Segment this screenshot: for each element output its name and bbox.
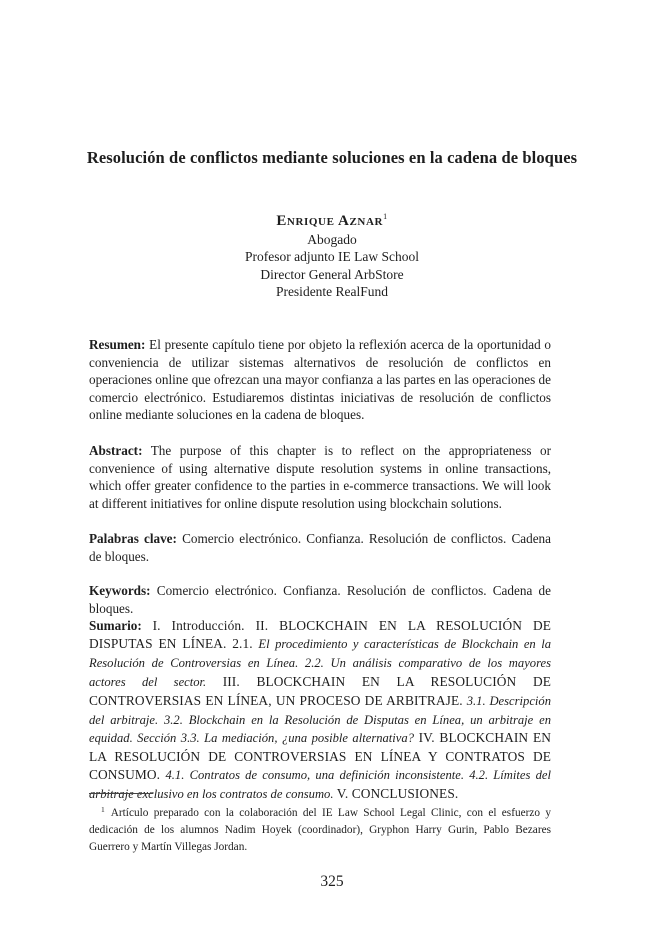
sumario-section: III. BLOCKCHAIN EN LA RESOLUCIÓN DE CONTROVERSIAS EN LÍNEA, UN PROCESO DE ARBITRAJE. (89, 673, 551, 708)
abstract-text: The purpose of this chapter is to reflect on the appropriateness or convenience of using alternative dispute resolution systems in online transactions, which offer greater confidence to the parties in e-commerce transactions. We will look at different initiatives for online dispute resolution using blockchain solutions. (89, 443, 551, 511)
author-role: Presidente RealFund (275, 284, 389, 299)
author-role: Profesor adjunto IE Law School (245, 249, 419, 264)
sumario-subsection: 4.1. Contratos de consumo, una definición inconsistente. 4.2. Límites del arbitraje exclusivo en los contratos de consumo. (89, 768, 551, 802)
footnote-divider (89, 793, 153, 794)
resumen-text: El presente capítulo tiene por objeto la reflexión acerca de la oportunidad o conveniencia de utilizar sistemas alternativos de resolución de conflictos en operaciones online que ofrezcan una mayor confianza a las partes en las operaciones de comercio electrónico. Estudiaremos distintas iniciativas de resolución de conflictos online mediante soluciones en la cadena de bloques. (89, 337, 551, 423)
sumario-subsection: 3.1. Descripción del arbitraje. 3.2. Blockchain en la Resolución de Disputas en Línea, un arbitraje en equidad. Sección 3.3. La mediación, ¿una posible alternativa? (89, 693, 552, 746)
sumario-label: Sumario: (89, 618, 142, 633)
keywords-paragraph (89, 582, 551, 617)
palabras-clave-label: Palabras clave: (89, 531, 177, 546)
palabras-clave-text: Comercio electrónico. Confianza. Resolución de conflictos. Cadena de bloques. (89, 531, 552, 564)
footnote-text: Artículo preparado con la colaboración del IE Law School Legal Clinic, con el esfuerzo y dedicación de los alumnos Nadim Hoyek (coordinador), Gryphon Harry Gurin, Pablo Bezares Guerrero y Martín Villegas Jordan. (89, 807, 551, 853)
chapter-title: Resolución de conflictos mediante soluciones en la cadena de bloques (86, 148, 578, 167)
abstract-label: Abstract: (89, 443, 143, 458)
footnote (89, 801, 551, 856)
sumario-section: V. CONCLUSIONES. (336, 786, 459, 802)
palabras-clave-paragraph (89, 530, 551, 565)
sumario-paragraph (89, 617, 551, 804)
author-footnote-mark: 1 (383, 212, 388, 221)
footnote-mark: 1 (101, 805, 105, 814)
sumario-subsection: El procedimiento y características de Blockchain en la Resolución de Controversias en Línea. 2.2. Un análisis comparativo de los mayores actores del sector. (89, 636, 551, 689)
abstract-paragraph (89, 442, 551, 512)
resumen-label: Resumen: (89, 337, 146, 352)
resumen-paragraph (89, 336, 551, 424)
sumario-section: IV. BLOCKCHAIN EN LA RESOLUCIÓN DE CONTROVERSIAS EN LÍNEA Y CONTRATOS DE CONSUMO. (89, 730, 552, 783)
author-name (180, 208, 484, 231)
sumario-section: I. Introducción. II. BLOCKCHAIN EN LA RESOLUCIÓN DE DISPUTAS EN LÍNEA. 2.1. (89, 618, 552, 651)
author-role: Director General ArbStore (260, 266, 404, 282)
page-number: 325 (320, 873, 344, 890)
author-block (180, 208, 484, 301)
author-name-text: Enrique Aznar (276, 213, 384, 229)
keywords-label: Keywords: (89, 583, 151, 598)
keywords-text: Comercio electrónico. Confianza. Resolución de conflictos. Cadena de bloques. (89, 583, 551, 616)
author-role: Abogado (307, 231, 357, 247)
